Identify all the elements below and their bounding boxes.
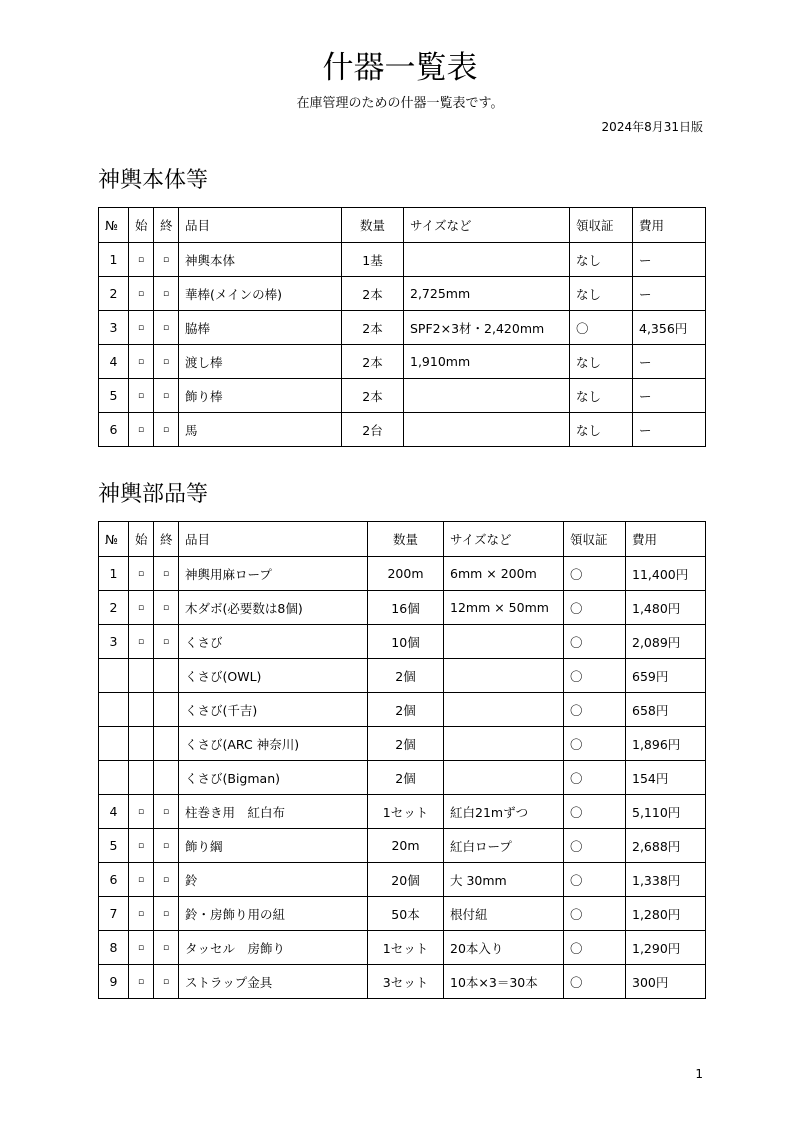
cell-item: 渡し棒 — [179, 345, 342, 379]
cell-no: 1 — [99, 243, 129, 277]
cell-receipt: なし — [570, 413, 633, 447]
cell-receipt: なし — [570, 379, 633, 413]
cell-receipt: 〇 — [564, 557, 626, 591]
cell-item: くさび(OWL) — [179, 659, 368, 693]
table-row — [99, 727, 706, 761]
cell-size: 6mm × 200m — [444, 557, 564, 591]
cell-item: 飾り棒 — [179, 379, 342, 413]
cell-qty: 10個 — [368, 625, 444, 659]
table-row — [99, 965, 706, 999]
start-cell — [129, 727, 154, 761]
table-row — [99, 829, 706, 863]
table-row — [99, 863, 706, 897]
cell-size: 2,725mm — [404, 277, 570, 311]
start-checkbox[interactable]: ▫ — [129, 345, 154, 379]
header-size: サイズなど — [404, 208, 570, 243]
cell-qty: 2個 — [368, 693, 444, 727]
table-row — [99, 311, 706, 345]
table-row — [99, 795, 706, 829]
mikoshi-body-table — [98, 207, 706, 447]
cell-receipt: なし — [570, 277, 633, 311]
cell-cost: 2,089円 — [626, 625, 706, 659]
cell-item: 鈴・房飾り用の紐 — [179, 897, 368, 931]
cell-size — [444, 625, 564, 659]
cell-size — [404, 379, 570, 413]
start-checkbox[interactable]: ▫ — [129, 557, 154, 591]
cell-receipt: 〇 — [564, 795, 626, 829]
table-body — [99, 557, 706, 999]
cell-receipt: 〇 — [564, 591, 626, 625]
cell-no — [99, 693, 129, 727]
cell-size — [404, 413, 570, 447]
table-row — [99, 413, 706, 447]
table-row — [99, 591, 706, 625]
header-receipt: 領収証 — [570, 208, 633, 243]
cell-cost: 659円 — [626, 659, 706, 693]
end-checkbox[interactable]: ▫ — [154, 345, 179, 379]
end-checkbox[interactable]: ▫ — [154, 243, 179, 277]
cell-item: くさび — [179, 625, 368, 659]
cell-no: 7 — [99, 897, 129, 931]
header-no: № — [99, 208, 129, 243]
cell-cost: 1,290円 — [626, 931, 706, 965]
start-cell — [129, 659, 154, 693]
cell-cost: 2,688円 — [626, 829, 706, 863]
cell-item: 柱巻き用 紅白布 — [179, 795, 368, 829]
cell-cost: 4,356円 — [633, 311, 706, 345]
cell-cost: 1,480円 — [626, 591, 706, 625]
cell-qty: 2個 — [368, 761, 444, 795]
cell-item: 馬 — [179, 413, 342, 447]
cell-size — [444, 659, 564, 693]
header-size: サイズなど — [444, 522, 564, 557]
header-qty: 数量 — [342, 208, 404, 243]
start-checkbox[interactable]: ▫ — [129, 795, 154, 829]
table-row — [99, 345, 706, 379]
section-title-mikoshi-parts: 神輿部品等 — [98, 482, 209, 507]
cell-receipt: 〇 — [564, 829, 626, 863]
cell-qty: 16個 — [368, 591, 444, 625]
table-row — [99, 761, 706, 795]
end-checkbox[interactable]: ▫ — [154, 591, 179, 625]
cell-receipt: なし — [570, 243, 633, 277]
start-checkbox[interactable]: ▫ — [129, 591, 154, 625]
cell-qty: 2本 — [342, 277, 404, 311]
cell-cost: 5,110円 — [626, 795, 706, 829]
cell-qty: 2本 — [342, 311, 404, 345]
mikoshi-parts-table — [98, 521, 706, 999]
cell-cost: ー — [633, 277, 706, 311]
cell-receipt: なし — [570, 345, 633, 379]
start-checkbox[interactable]: ▫ — [129, 311, 154, 345]
start-cell — [129, 693, 154, 727]
end-checkbox[interactable]: ▫ — [154, 863, 179, 897]
table-row — [99, 693, 706, 727]
page-number: 1 — [695, 1067, 703, 1081]
header-end: 終 — [154, 208, 179, 243]
start-checkbox[interactable]: ▫ — [129, 897, 154, 931]
end-checkbox[interactable]: ▫ — [154, 413, 179, 447]
header-no: № — [99, 522, 129, 557]
end-checkbox[interactable]: ▫ — [154, 829, 179, 863]
cell-cost: 1,338円 — [626, 863, 706, 897]
cell-qty: 1セット — [368, 795, 444, 829]
page-title: 什器一覧表 — [322, 50, 478, 86]
cell-qty: 3セット — [368, 965, 444, 999]
cell-receipt: 〇 — [564, 897, 626, 931]
cell-receipt: 〇 — [564, 863, 626, 897]
cell-cost: ー — [633, 379, 706, 413]
cell-size: 12mm × 50mm — [444, 591, 564, 625]
header-start: 始 — [129, 208, 154, 243]
cell-qty: 2個 — [368, 727, 444, 761]
end-checkbox[interactable]: ▫ — [154, 795, 179, 829]
cell-item: 鈴 — [179, 863, 368, 897]
cell-size: SPF2×3材・2,420mm — [404, 311, 570, 345]
cell-size: 1,910mm — [404, 345, 570, 379]
cell-no: 5 — [99, 829, 129, 863]
cell-size — [444, 727, 564, 761]
cell-size: 紅白21mずつ — [444, 795, 564, 829]
start-checkbox[interactable]: ▫ — [129, 379, 154, 413]
cell-qty: 20m — [368, 829, 444, 863]
cell-receipt: 〇 — [564, 931, 626, 965]
cell-item: 神輿用麻ロープ — [179, 557, 368, 591]
table-row — [99, 897, 706, 931]
table-row — [99, 625, 706, 659]
cell-item: くさび(千吉) — [179, 693, 368, 727]
cell-receipt: 〇 — [564, 659, 626, 693]
header-item: 品目 — [179, 208, 342, 243]
table-row — [99, 379, 706, 413]
cell-item: 飾り綱 — [179, 829, 368, 863]
cell-size: 10本×3＝30本 — [444, 965, 564, 999]
cell-receipt: 〇 — [564, 727, 626, 761]
cell-size: 大 30mm — [444, 863, 564, 897]
cell-item: 脇棒 — [179, 311, 342, 345]
cell-qty: 2台 — [342, 413, 404, 447]
start-checkbox[interactable]: ▫ — [129, 413, 154, 447]
cell-qty: 1セット — [368, 931, 444, 965]
header-receipt: 領収証 — [564, 522, 626, 557]
header-end: 終 — [154, 522, 179, 557]
cell-size — [444, 693, 564, 727]
header-item: 品目 — [179, 522, 368, 557]
cell-no: 4 — [99, 795, 129, 829]
cell-cost: 1,280円 — [626, 897, 706, 931]
cell-cost: 1,896円 — [626, 727, 706, 761]
table-row — [99, 243, 706, 277]
end-cell — [154, 761, 179, 795]
end-checkbox[interactable]: ▫ — [154, 311, 179, 345]
section-title-mikoshi-body: 神輿本体等 — [98, 168, 209, 193]
cell-cost: 11,400円 — [626, 557, 706, 591]
cell-receipt: 〇 — [570, 311, 633, 345]
page-subtitle: 在庫管理のための什器一覧表です。 — [296, 96, 504, 111]
cell-qty: 20個 — [368, 863, 444, 897]
cell-no: 4 — [99, 345, 129, 379]
cell-receipt: 〇 — [564, 761, 626, 795]
start-checkbox[interactable]: ▫ — [129, 625, 154, 659]
end-cell — [154, 693, 179, 727]
end-cell — [154, 659, 179, 693]
cell-item: 華棒(メインの棒) — [179, 277, 342, 311]
header-qty: 数量 — [368, 522, 444, 557]
cell-qty: 2本 — [342, 379, 404, 413]
start-checkbox[interactable]: ▫ — [129, 829, 154, 863]
table-header — [99, 522, 706, 557]
start-checkbox[interactable]: ▫ — [129, 965, 154, 999]
end-checkbox[interactable]: ▫ — [154, 625, 179, 659]
cell-item: くさび(ARC 神奈川) — [179, 727, 368, 761]
cell-no: 6 — [99, 413, 129, 447]
start-checkbox[interactable]: ▫ — [129, 863, 154, 897]
cell-receipt: 〇 — [564, 625, 626, 659]
end-checkbox[interactable]: ▫ — [154, 277, 179, 311]
cell-no — [99, 727, 129, 761]
header-cost: 費用 — [626, 522, 706, 557]
table-row — [99, 659, 706, 693]
cell-no: 3 — [99, 311, 129, 345]
cell-cost: ー — [633, 413, 706, 447]
end-checkbox[interactable]: ▫ — [154, 557, 179, 591]
cell-item: くさび(Bigman) — [179, 761, 368, 795]
cell-no: 9 — [99, 965, 129, 999]
cell-cost: ー — [633, 243, 706, 277]
cell-cost: 154円 — [626, 761, 706, 795]
table-row — [99, 931, 706, 965]
cell-no — [99, 761, 129, 795]
end-checkbox[interactable]: ▫ — [154, 931, 179, 965]
cell-no: 2 — [99, 277, 129, 311]
start-checkbox[interactable]: ▫ — [129, 277, 154, 311]
cell-size — [404, 243, 570, 277]
cell-cost: 300円 — [626, 965, 706, 999]
cell-no: 6 — [99, 863, 129, 897]
end-checkbox[interactable]: ▫ — [154, 965, 179, 999]
cell-no: 2 — [99, 591, 129, 625]
table-body — [99, 243, 706, 447]
cell-qty: 1基 — [342, 243, 404, 277]
cell-item: 神輿本体 — [179, 243, 342, 277]
cell-cost: 658円 — [626, 693, 706, 727]
cell-qty: 2個 — [368, 659, 444, 693]
header-cost: 費用 — [633, 208, 706, 243]
cell-no — [99, 659, 129, 693]
cell-size — [444, 761, 564, 795]
start-checkbox[interactable]: ▫ — [129, 243, 154, 277]
cell-no: 5 — [99, 379, 129, 413]
cell-size: 根付紐 — [444, 897, 564, 931]
cell-qty: 50本 — [368, 897, 444, 931]
cell-qty: 200m — [368, 557, 444, 591]
cell-size: 20本入り — [444, 931, 564, 965]
cell-item: 木ダボ(必要数は8個) — [179, 591, 368, 625]
start-cell — [129, 761, 154, 795]
table-row — [99, 277, 706, 311]
cell-item: ストラップ金具 — [179, 965, 368, 999]
table-row — [99, 557, 706, 591]
cell-qty: 2本 — [342, 345, 404, 379]
cell-item: タッセル 房飾り — [179, 931, 368, 965]
header-start: 始 — [129, 522, 154, 557]
start-checkbox[interactable]: ▫ — [129, 931, 154, 965]
cell-no: 3 — [99, 625, 129, 659]
end-checkbox[interactable]: ▫ — [154, 897, 179, 931]
table-header — [99, 208, 706, 243]
cell-size: 紅白ロープ — [444, 829, 564, 863]
cell-receipt: 〇 — [564, 693, 626, 727]
end-cell — [154, 727, 179, 761]
end-checkbox[interactable]: ▫ — [154, 379, 179, 413]
version-date: 2024年8月31日版 — [601, 120, 703, 134]
cell-cost: ー — [633, 345, 706, 379]
cell-no: 1 — [99, 557, 129, 591]
cell-no: 8 — [99, 931, 129, 965]
cell-receipt: 〇 — [564, 965, 626, 999]
